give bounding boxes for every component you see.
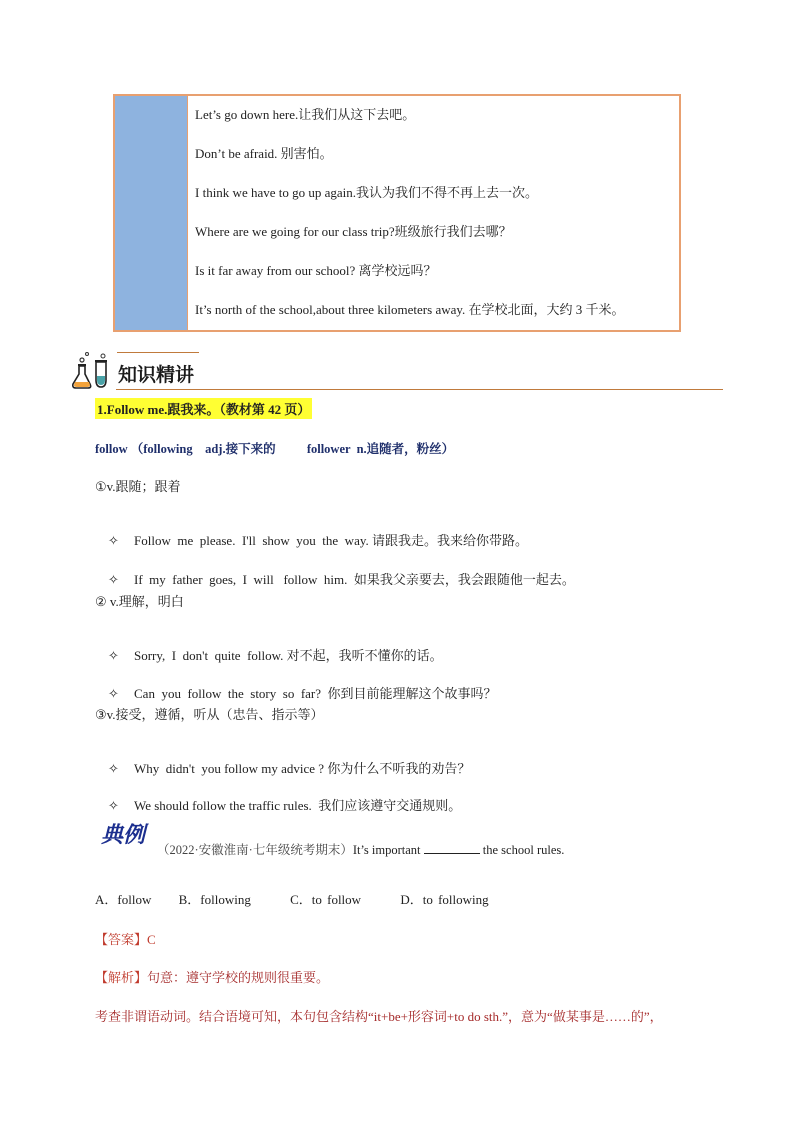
option-d: D．to following xyxy=(400,892,489,907)
stem-after: the school rules. xyxy=(482,843,565,857)
phrase-line: Don’t be afraid. 别害怕。 xyxy=(195,146,333,161)
sense-label: ② v.理解，明白 xyxy=(95,594,184,609)
derivatives: （following adj.接下来的 follower n.追随者，粉丝） xyxy=(130,442,455,456)
answer-value: C xyxy=(147,932,156,947)
item-title: 1.Follow me.跟我来。（教材第 42 页） xyxy=(95,398,312,419)
heading-rule xyxy=(116,389,723,390)
option-b: B．following xyxy=(178,892,251,907)
answer-blank xyxy=(424,841,480,854)
analysis-meaning: 句意：遵守学校的规则很重要。 xyxy=(147,970,330,985)
headword: follow xyxy=(95,442,128,456)
bullet-icon: ✧ xyxy=(108,648,119,663)
box-side-bar xyxy=(115,96,188,330)
phrase-line: It’s north of the school,about three kilometers away. 在学校北面，大约 3 千米。 xyxy=(195,302,625,317)
question-stem xyxy=(157,840,564,858)
example-question xyxy=(95,816,715,856)
analysis-line xyxy=(95,967,329,986)
phrases-box xyxy=(113,94,681,332)
options xyxy=(95,889,489,908)
bullet-icon: ✧ xyxy=(108,572,119,587)
analysis-tag: 【解析】 xyxy=(95,970,148,985)
answer-line xyxy=(95,929,156,948)
example-sentence: ✧ Follow me please. I'll show you the way. 请跟我走。我来给你带路。 xyxy=(108,533,528,548)
phrase-line: Where are we going for our class trip?班级旅行我们去哪？ xyxy=(195,224,512,239)
example-sentence: ✧ If my father goes, I will follow him. 如果我父亲要去，我会跟随他一起去。 xyxy=(108,572,575,587)
svg-text:典例: 典例 xyxy=(101,823,146,848)
sense-label: ①v.跟随；跟着 xyxy=(95,479,181,494)
box-lines xyxy=(188,96,679,330)
heading-overline xyxy=(117,352,199,353)
answer-tag: 【答案】 xyxy=(95,932,148,947)
bullet-icon: ✧ xyxy=(108,686,119,701)
sense-label: ③v.接受，遵循，听从（忠告、指示等） xyxy=(95,707,324,722)
example-sentence: ✧ We should follow the traffic rules. 我们应该遵守交通规则。 xyxy=(108,798,462,813)
word-line xyxy=(95,439,454,457)
option-c: C．to follow xyxy=(290,892,362,907)
flask-icon xyxy=(70,350,112,390)
section-heading xyxy=(70,350,723,392)
question-source: （2022·安徽淮南·七年级统考期末） xyxy=(157,843,353,857)
bullet-icon: ✧ xyxy=(108,533,119,548)
example-sentence: ✧ Can you follow the story so far? 你到目前能理解这个故事吗？ xyxy=(108,686,497,701)
example-sentence: ✧ Why didn't you follow my advice ? 你为什么不听我的劝告？ xyxy=(108,761,471,776)
bullet-icon: ✧ xyxy=(108,761,119,776)
phrase-line: Let’s go down here.让我们从这下去吧。 xyxy=(195,107,416,122)
phrase-line: Is it far away from our school? 离学校远吗？ xyxy=(195,263,437,278)
stem-before: It’s important xyxy=(352,843,421,857)
bullet-icon: ✧ xyxy=(108,798,119,813)
analysis-detail: 考查非谓语动词。结合语境可知，本句包含结构“it+be+形容词+to do sth.”，意为“做某事是……的”， xyxy=(95,1009,663,1024)
option-a: A．follow xyxy=(95,892,152,907)
phrase-line: I think we have to go up again.我认为我们不得不再上去一次。 xyxy=(195,185,539,200)
example-icon xyxy=(99,816,155,850)
example-sentence: ✧ Sorry, I don't quite follow. 对不起，我听不懂你的话。 xyxy=(108,648,443,663)
section-title: 知识精讲 xyxy=(118,364,195,386)
